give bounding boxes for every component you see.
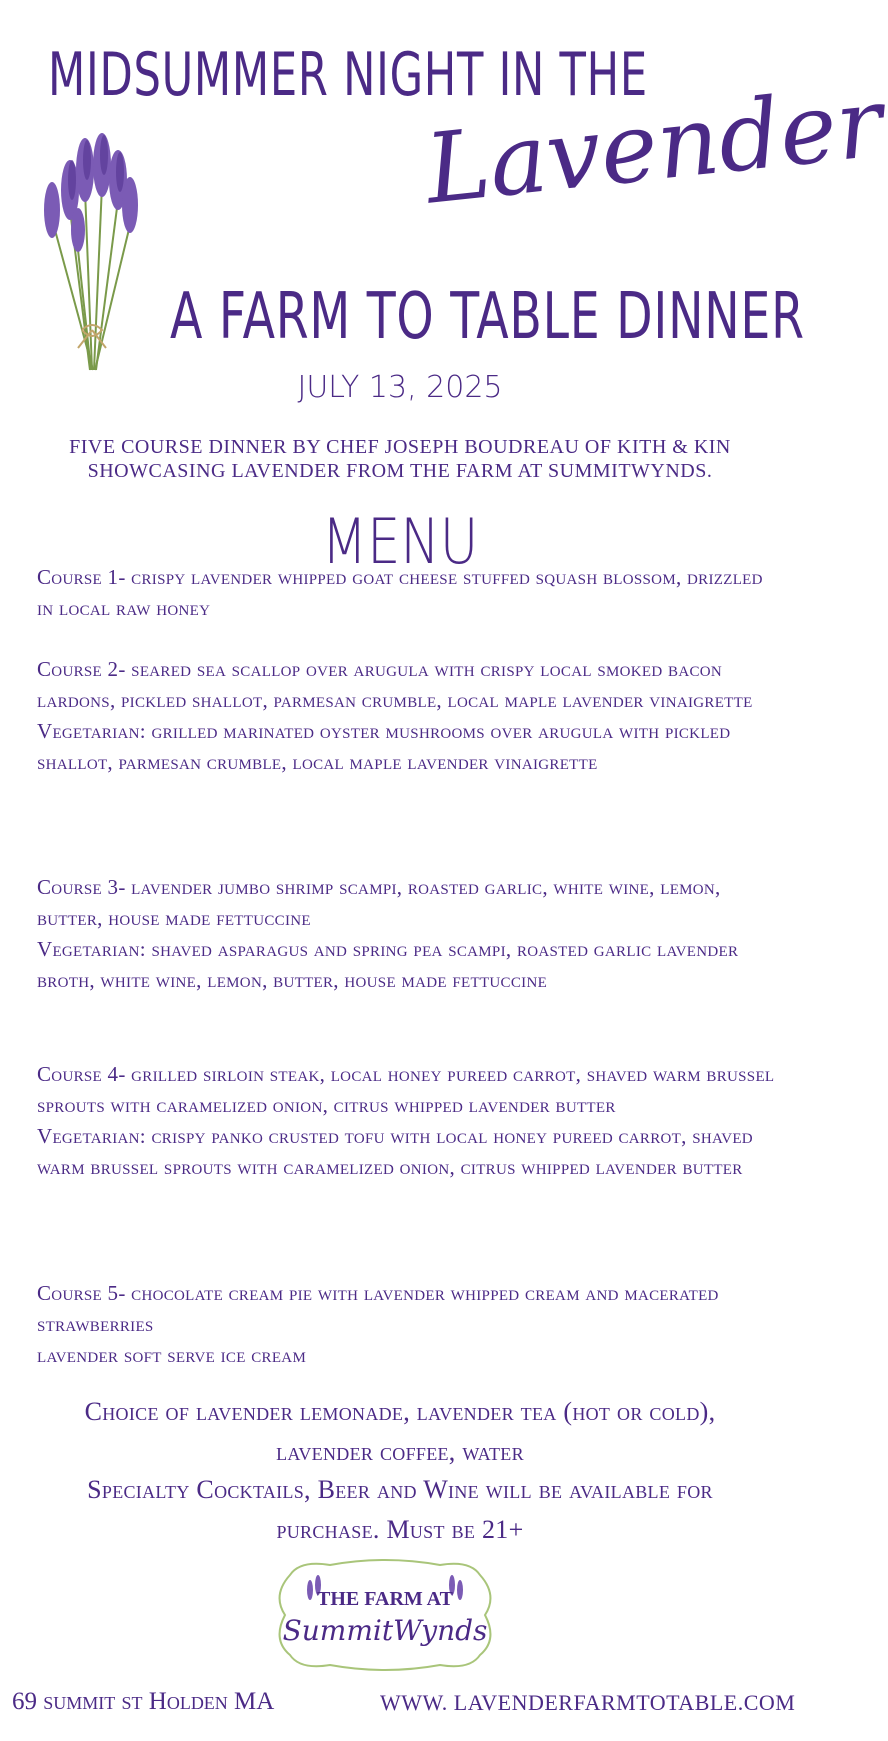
course-2-vegetarian: Vegetarian: grilled marinated oyster mushrooms over arugula with pickled shallot, parmesan crumble, local maple lavender vinaigrette — [37, 719, 731, 774]
title-line-1: MIDSUMMER NIGHT IN THE — [48, 40, 648, 110]
title-script-lavender: Lavender — [420, 66, 888, 226]
course-4-vegetarian: Vegetarian: crispy panko crusted tofu with local honey pureed carrot, shaved warm brussel sprouts with caramelized onion, citrus whipped lavender butter — [37, 1124, 753, 1179]
course-1 — [37, 562, 777, 624]
course-5 — [37, 1278, 777, 1371]
lavender-bouquet-icon — [30, 130, 150, 375]
event-date: JULY 13, 2025 — [297, 370, 503, 405]
title-line-2: A FARM TO TABLE DINNER — [170, 280, 805, 354]
course-1-main: Course 1- crispy lavender whipped goat cheese stuffed squash blossom, drizzled in local raw honey — [37, 565, 763, 620]
course-5-extra: lavender soft serve ice cream — [37, 1343, 307, 1367]
beverage-line-1: Choice of lavender lemonade, lavender tea (hot or cold), — [84, 1397, 716, 1426]
course-3-vegetarian: Vegetarian: shaved asparagus and spring pea scampi, roasted garlic lavender broth, white wine, lemon, butter, house made fettuccine — [37, 937, 739, 992]
farm-logo — [270, 1555, 500, 1675]
cocktail-line-2: purchase. Must be 21+ — [276, 1515, 524, 1544]
footer-website-link[interactable]: WWW. LAVENDERFARMTOTABLE.COM — [380, 1690, 796, 1715]
logo-line-2: SummitWynds — [282, 1614, 488, 1647]
beverage-line-2: lavender coffee, water — [276, 1437, 524, 1466]
footer-address: 69 summit st Holden MA — [12, 1688, 275, 1715]
course-3-main: Course 3- lavender jumbo shrimp scampi, roasted garlic, white wine, lemon, butter, house made fettuccine — [37, 875, 721, 930]
menu-heading: MENU — [321, 505, 479, 578]
course-2 — [37, 654, 777, 778]
course-4-main: Course 4- grilled sirloin steak, local honey pureed carrot, shaved warm brussel sprouts with caramelized onion, citrus whipped lavender butter — [37, 1062, 775, 1117]
beverage-choice — [20, 1392, 780, 1472]
course-2-main: Course 2- seared sea scallop over arugula with crispy local smoked bacon lardons, pickled shallot, parmesan crumble, local maple lavender vinaigrette — [37, 657, 753, 712]
course-3 — [37, 872, 777, 996]
cocktail-line-1: Specialty Cocktails, Beer and Wine will be available for — [87, 1475, 713, 1504]
intro-line-1: FIVE COURSE DINNER BY CHEF JOSEPH BOUDREAU OF KITH & KIN — [69, 436, 731, 458]
logo-line-1: THE FARM AT — [317, 1588, 453, 1610]
course-5-main: Course 5- chocolate cream pie with lavender whipped cream and macerated strawberries — [37, 1281, 719, 1336]
cocktail-note — [20, 1470, 780, 1550]
intro-line-2: SHOWCASING LAVENDER FROM THE FARM AT SUMMITWYNDS. — [87, 460, 713, 482]
course-4 — [37, 1059, 777, 1183]
intro-text — [40, 435, 760, 483]
